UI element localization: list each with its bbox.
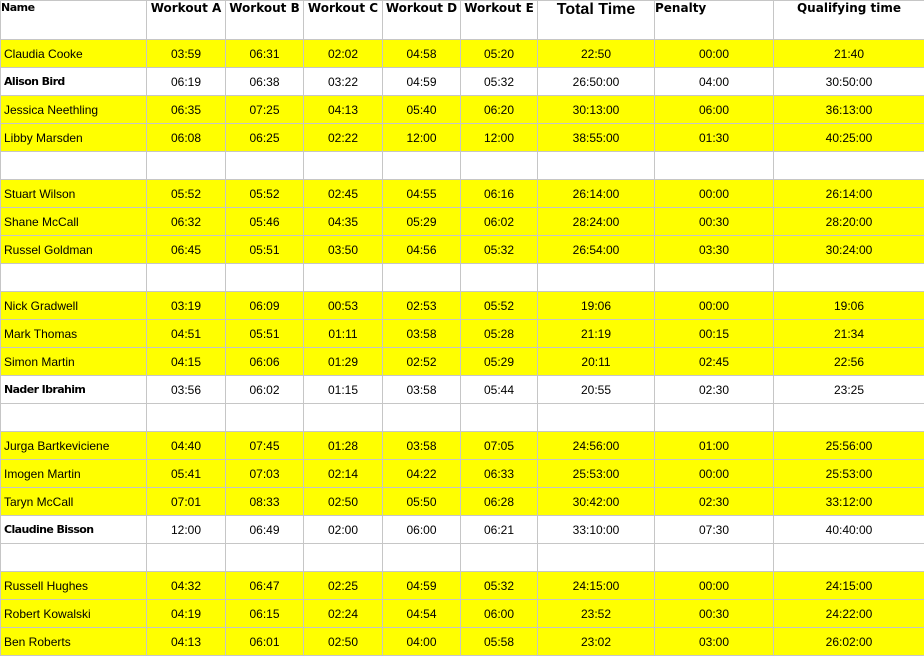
workout-c-cell[interactable]: 02:24 bbox=[304, 600, 383, 628]
name-cell[interactable]: Claudia Cooke bbox=[1, 40, 147, 68]
name-cell[interactable]: Stuart Wilson bbox=[1, 180, 147, 208]
penalty-cell[interactable]: 02:30 bbox=[655, 376, 774, 404]
qualifying-time-cell[interactable]: 40:25:00 bbox=[774, 124, 924, 152]
table-row bbox=[1, 292, 924, 320]
penalty-cell[interactable]: 00:30 bbox=[655, 600, 774, 628]
header-workout-e[interactable]: Workout E bbox=[461, 1, 538, 40]
header-workout-a[interactable]: Workout A bbox=[147, 1, 226, 40]
qualifying-time-cell[interactable]: 24:15:00 bbox=[774, 572, 924, 600]
total-time-cell[interactable]: 24:15:00 bbox=[538, 572, 655, 600]
table-row bbox=[1, 236, 924, 264]
workout-c-cell[interactable]: 01:11 bbox=[304, 320, 383, 348]
workout-e-cell[interactable]: 06:33 bbox=[461, 460, 538, 488]
workout-d-cell[interactable]: 04:58 bbox=[383, 40, 461, 68]
penalty-cell[interactable]: 06:00 bbox=[655, 96, 774, 124]
penalty-cell[interactable]: 01:30 bbox=[655, 124, 774, 152]
header-total-time[interactable]: Total Time bbox=[538, 1, 655, 40]
workout-d-cell[interactable]: 03:58 bbox=[383, 320, 461, 348]
workout-c-cell[interactable]: 02:02 bbox=[304, 40, 383, 68]
workout-b-cell[interactable]: 08:33 bbox=[226, 488, 304, 516]
empty-cell[interactable] bbox=[147, 544, 226, 572]
workout-b-cell[interactable]: 07:25 bbox=[226, 96, 304, 124]
empty-cell[interactable] bbox=[304, 264, 383, 292]
workout-b-cell[interactable]: 06:25 bbox=[226, 124, 304, 152]
qualifying-time-cell[interactable]: 25:56:00 bbox=[774, 432, 924, 460]
spacer-row bbox=[1, 544, 924, 572]
total-time-cell[interactable]: 22:50 bbox=[538, 40, 655, 68]
total-time-cell[interactable]: 23:02 bbox=[538, 628, 655, 656]
spacer-row bbox=[1, 264, 924, 292]
workout-a-cell[interactable]: 07:01 bbox=[147, 488, 226, 516]
workout-b-cell[interactable]: 06:38 bbox=[226, 68, 304, 96]
header-penalty[interactable]: Penalty bbox=[655, 1, 774, 40]
workout-a-cell[interactable]: 06:35 bbox=[147, 96, 226, 124]
workout-d-cell[interactable]: 04:59 bbox=[383, 68, 461, 96]
workout-d-cell[interactable]: 06:00 bbox=[383, 516, 461, 544]
workout-d-cell[interactable]: 04:59 bbox=[383, 572, 461, 600]
table-row bbox=[1, 600, 924, 628]
total-time-cell[interactable]: 21:19 bbox=[538, 320, 655, 348]
workout-a-cell[interactable]: 06:45 bbox=[147, 236, 226, 264]
workout-e-cell[interactable]: 05:20 bbox=[461, 40, 538, 68]
workout-d-cell[interactable]: 04:55 bbox=[383, 180, 461, 208]
empty-cell[interactable] bbox=[304, 404, 383, 432]
workout-e-cell[interactable]: 05:29 bbox=[461, 348, 538, 376]
workout-d-cell[interactable]: 05:40 bbox=[383, 96, 461, 124]
workout-b-cell[interactable]: 06:47 bbox=[226, 572, 304, 600]
empty-cell[interactable] bbox=[538, 544, 655, 572]
table-row bbox=[1, 460, 924, 488]
total-time-cell[interactable]: 23:52 bbox=[538, 600, 655, 628]
workout-c-cell[interactable]: 02:22 bbox=[304, 124, 383, 152]
empty-cell[interactable] bbox=[655, 264, 774, 292]
empty-cell[interactable] bbox=[1, 264, 147, 292]
penalty-cell[interactable]: 00:15 bbox=[655, 320, 774, 348]
workout-e-cell[interactable]: 06:28 bbox=[461, 488, 538, 516]
penalty-cell[interactable]: 02:30 bbox=[655, 488, 774, 516]
workout-a-cell[interactable]: 06:19 bbox=[147, 68, 226, 96]
penalty-cell[interactable]: 00:30 bbox=[655, 208, 774, 236]
qualifying-time-cell[interactable]: 26:02:00 bbox=[774, 628, 924, 656]
empty-cell[interactable] bbox=[774, 404, 924, 432]
name-cell[interactable]: Russell Hughes bbox=[1, 572, 147, 600]
workout-b-cell[interactable]: 07:45 bbox=[226, 432, 304, 460]
penalty-cell[interactable]: 00:00 bbox=[655, 180, 774, 208]
total-time-cell[interactable]: 33:10:00 bbox=[538, 516, 655, 544]
penalty-cell[interactable]: 03:30 bbox=[655, 236, 774, 264]
empty-cell[interactable] bbox=[147, 404, 226, 432]
empty-cell[interactable] bbox=[461, 264, 538, 292]
total-time-cell[interactable]: 20:55 bbox=[538, 376, 655, 404]
empty-cell[interactable] bbox=[461, 152, 538, 180]
name-cell[interactable]: Simon Martin bbox=[1, 348, 147, 376]
workout-e-cell[interactable]: 05:44 bbox=[461, 376, 538, 404]
workout-d-cell[interactable]: 03:58 bbox=[383, 376, 461, 404]
empty-cell[interactable] bbox=[1, 404, 147, 432]
table-body bbox=[1, 40, 924, 656]
empty-cell[interactable] bbox=[226, 544, 304, 572]
table-row bbox=[1, 516, 924, 544]
qualifying-time-cell[interactable]: 33:12:00 bbox=[774, 488, 924, 516]
workout-b-cell[interactable]: 05:52 bbox=[226, 180, 304, 208]
workout-e-cell[interactable]: 07:05 bbox=[461, 432, 538, 460]
workout-c-cell[interactable]: 02:14 bbox=[304, 460, 383, 488]
empty-cell[interactable] bbox=[383, 152, 461, 180]
workout-b-cell[interactable]: 05:51 bbox=[226, 320, 304, 348]
workout-d-cell[interactable]: 05:50 bbox=[383, 488, 461, 516]
penalty-cell[interactable]: 03:00 bbox=[655, 628, 774, 656]
workout-c-cell[interactable]: 03:22 bbox=[304, 68, 383, 96]
workout-e-cell[interactable]: 12:00 bbox=[461, 124, 538, 152]
name-cell[interactable]: Russel Goldman bbox=[1, 236, 147, 264]
workout-b-cell[interactable]: 05:51 bbox=[226, 236, 304, 264]
workout-a-cell[interactable]: 12:00 bbox=[147, 516, 226, 544]
table-row bbox=[1, 96, 924, 124]
qualifying-time-cell[interactable]: 23:25 bbox=[774, 376, 924, 404]
empty-cell[interactable] bbox=[538, 404, 655, 432]
qualifying-time-cell[interactable]: 26:14:00 bbox=[774, 180, 924, 208]
empty-cell[interactable] bbox=[461, 544, 538, 572]
workout-b-cell[interactable]: 06:31 bbox=[226, 40, 304, 68]
spacer-row bbox=[1, 404, 924, 432]
table-row bbox=[1, 628, 924, 656]
workout-a-cell[interactable]: 04:51 bbox=[147, 320, 226, 348]
workout-e-cell[interactable]: 05:58 bbox=[461, 628, 538, 656]
name-cell[interactable]: Imogen Martin bbox=[1, 460, 147, 488]
table-row bbox=[1, 68, 924, 96]
penalty-cell[interactable]: 07:30 bbox=[655, 516, 774, 544]
workout-d-cell[interactable]: 05:29 bbox=[383, 208, 461, 236]
qualifying-time-cell[interactable]: 28:20:00 bbox=[774, 208, 924, 236]
table-row bbox=[1, 40, 924, 68]
table-row bbox=[1, 348, 924, 376]
qualifying-time-cell[interactable]: 25:53:00 bbox=[774, 460, 924, 488]
qualifying-time-cell[interactable]: 24:22:00 bbox=[774, 600, 924, 628]
table-row bbox=[1, 572, 924, 600]
workout-e-cell[interactable]: 06:02 bbox=[461, 208, 538, 236]
penalty-cell[interactable]: 01:00 bbox=[655, 432, 774, 460]
table-row bbox=[1, 208, 924, 236]
header-name[interactable]: Name bbox=[1, 1, 147, 40]
qualifying-time-cell[interactable]: 30:50:00 bbox=[774, 68, 924, 96]
name-cell[interactable]: Jessica Neethling bbox=[1, 96, 147, 124]
workout-c-cell[interactable]: 01:28 bbox=[304, 432, 383, 460]
workout-a-cell[interactable]: 06:32 bbox=[147, 208, 226, 236]
total-time-cell[interactable]: 26:14:00 bbox=[538, 180, 655, 208]
workout-b-cell[interactable]: 06:15 bbox=[226, 600, 304, 628]
workout-a-cell[interactable]: 06:08 bbox=[147, 124, 226, 152]
empty-cell[interactable] bbox=[304, 544, 383, 572]
total-time-cell[interactable]: 30:42:00 bbox=[538, 488, 655, 516]
total-time-cell[interactable]: 28:24:00 bbox=[538, 208, 655, 236]
name-cell[interactable]: Nick Gradwell bbox=[1, 292, 147, 320]
workout-b-cell[interactable]: 07:03 bbox=[226, 460, 304, 488]
header-workout-d[interactable]: Workout D bbox=[383, 1, 461, 40]
total-time-cell[interactable]: 26:50:00 bbox=[538, 68, 655, 96]
name-cell[interactable]: Jurga Bartkeviciene bbox=[1, 432, 147, 460]
name-cell[interactable]: Alison Bird bbox=[1, 68, 147, 96]
workout-a-cell[interactable]: 03:56 bbox=[147, 376, 226, 404]
total-time-cell[interactable]: 26:54:00 bbox=[538, 236, 655, 264]
qualifying-time-cell[interactable]: 22:56 bbox=[774, 348, 924, 376]
empty-cell[interactable] bbox=[1, 544, 147, 572]
empty-cell[interactable] bbox=[774, 264, 924, 292]
workout-c-cell[interactable]: 04:35 bbox=[304, 208, 383, 236]
penalty-cell[interactable]: 00:00 bbox=[655, 40, 774, 68]
empty-cell[interactable] bbox=[655, 152, 774, 180]
name-cell[interactable]: Mark Thomas bbox=[1, 320, 147, 348]
workout-e-cell[interactable]: 05:32 bbox=[461, 68, 538, 96]
workout-c-cell[interactable]: 02:45 bbox=[304, 180, 383, 208]
empty-cell[interactable] bbox=[774, 544, 924, 572]
workout-a-cell[interactable]: 05:52 bbox=[147, 180, 226, 208]
header-row bbox=[1, 1, 924, 40]
empty-cell[interactable] bbox=[226, 152, 304, 180]
total-time-cell[interactable]: 30:13:00 bbox=[538, 96, 655, 124]
empty-cell[interactable] bbox=[538, 264, 655, 292]
empty-cell[interactable] bbox=[226, 264, 304, 292]
workout-b-cell[interactable]: 06:49 bbox=[226, 516, 304, 544]
empty-cell[interactable] bbox=[1, 152, 147, 180]
penalty-cell[interactable]: 00:00 bbox=[655, 572, 774, 600]
workout-e-cell[interactable]: 06:16 bbox=[461, 180, 538, 208]
total-time-cell[interactable]: 38:55:00 bbox=[538, 124, 655, 152]
table-row bbox=[1, 376, 924, 404]
workout-b-cell[interactable]: 06:02 bbox=[226, 376, 304, 404]
workout-c-cell[interactable]: 02:00 bbox=[304, 516, 383, 544]
header-qualifying-time[interactable]: Qualifying time bbox=[774, 1, 924, 40]
workout-b-cell[interactable]: 06:09 bbox=[226, 292, 304, 320]
empty-cell[interactable] bbox=[774, 152, 924, 180]
name-cell[interactable]: Ben Roberts bbox=[1, 628, 147, 656]
total-time-cell[interactable]: 19:06 bbox=[538, 292, 655, 320]
workout-d-cell[interactable]: 03:58 bbox=[383, 432, 461, 460]
total-time-cell[interactable]: 24:56:00 bbox=[538, 432, 655, 460]
total-time-cell[interactable]: 25:53:00 bbox=[538, 460, 655, 488]
workout-a-cell[interactable]: 04:15 bbox=[147, 348, 226, 376]
workout-c-cell[interactable]: 02:50 bbox=[304, 628, 383, 656]
qualifying-time-cell[interactable]: 40:40:00 bbox=[774, 516, 924, 544]
table-row bbox=[1, 320, 924, 348]
empty-cell[interactable] bbox=[655, 544, 774, 572]
workout-d-cell[interactable]: 04:56 bbox=[383, 236, 461, 264]
workout-c-cell[interactable]: 02:25 bbox=[304, 572, 383, 600]
workout-b-cell[interactable]: 06:01 bbox=[226, 628, 304, 656]
workout-e-cell[interactable]: 06:21 bbox=[461, 516, 538, 544]
penalty-cell[interactable]: 00:00 bbox=[655, 292, 774, 320]
spacer-row bbox=[1, 152, 924, 180]
qualifying-time-cell[interactable]: 30:24:00 bbox=[774, 236, 924, 264]
table-row bbox=[1, 488, 924, 516]
workout-d-cell[interactable]: 04:54 bbox=[383, 600, 461, 628]
workout-a-cell[interactable]: 03:19 bbox=[147, 292, 226, 320]
workout-e-cell[interactable]: 05:32 bbox=[461, 236, 538, 264]
workout-c-cell[interactable]: 01:29 bbox=[304, 348, 383, 376]
empty-cell[interactable] bbox=[383, 544, 461, 572]
empty-cell[interactable] bbox=[147, 152, 226, 180]
total-time-cell[interactable]: 20:11 bbox=[538, 348, 655, 376]
workout-d-cell[interactable]: 02:53 bbox=[383, 292, 461, 320]
name-cell[interactable]: Robert Kowalski bbox=[1, 600, 147, 628]
qualifying-time-cell[interactable]: 36:13:00 bbox=[774, 96, 924, 124]
penalty-cell[interactable]: 02:45 bbox=[655, 348, 774, 376]
workout-a-cell[interactable]: 04:13 bbox=[147, 628, 226, 656]
name-cell[interactable]: Nader Ibrahim bbox=[1, 376, 147, 404]
workout-c-cell[interactable]: 03:50 bbox=[304, 236, 383, 264]
qualifying-time-cell[interactable]: 21:40 bbox=[774, 40, 924, 68]
workout-b-cell[interactable]: 05:46 bbox=[226, 208, 304, 236]
penalty-cell[interactable]: 00:00 bbox=[655, 460, 774, 488]
workout-b-cell[interactable]: 06:06 bbox=[226, 348, 304, 376]
empty-cell[interactable] bbox=[147, 264, 226, 292]
table-row bbox=[1, 432, 924, 460]
workout-e-cell[interactable]: 05:32 bbox=[461, 572, 538, 600]
workout-d-cell[interactable]: 04:00 bbox=[383, 628, 461, 656]
table-row bbox=[1, 124, 924, 152]
empty-cell[interactable] bbox=[538, 152, 655, 180]
workout-c-cell[interactable]: 01:15 bbox=[304, 376, 383, 404]
workout-a-cell[interactable]: 05:41 bbox=[147, 460, 226, 488]
empty-cell[interactable] bbox=[461, 404, 538, 432]
empty-cell[interactable] bbox=[226, 404, 304, 432]
table-row bbox=[1, 180, 924, 208]
workout-d-cell[interactable]: 02:52 bbox=[383, 348, 461, 376]
workout-d-cell[interactable]: 04:22 bbox=[383, 460, 461, 488]
qualifying-time-cell[interactable]: 21:34 bbox=[774, 320, 924, 348]
name-cell[interactable]: Claudine Bisson bbox=[1, 516, 147, 544]
workout-a-cell[interactable]: 03:59 bbox=[147, 40, 226, 68]
header-workout-c[interactable]: Workout C bbox=[304, 1, 383, 40]
name-cell[interactable]: Taryn McCall bbox=[1, 488, 147, 516]
workout-e-cell[interactable]: 06:00 bbox=[461, 600, 538, 628]
workout-a-cell[interactable]: 04:40 bbox=[147, 432, 226, 460]
workout-c-cell[interactable]: 02:50 bbox=[304, 488, 383, 516]
empty-cell[interactable] bbox=[304, 152, 383, 180]
empty-cell[interactable] bbox=[383, 264, 461, 292]
penalty-cell[interactable]: 04:00 bbox=[655, 68, 774, 96]
workout-e-cell[interactable]: 06:20 bbox=[461, 96, 538, 124]
workout-e-cell[interactable]: 05:28 bbox=[461, 320, 538, 348]
workout-c-cell[interactable]: 04:13 bbox=[304, 96, 383, 124]
workout-a-cell[interactable]: 04:19 bbox=[147, 600, 226, 628]
empty-cell[interactable] bbox=[655, 404, 774, 432]
qualifying-time-cell[interactable]: 19:06 bbox=[774, 292, 924, 320]
name-cell[interactable]: Libby Marsden bbox=[1, 124, 147, 152]
name-cell[interactable]: Shane McCall bbox=[1, 208, 147, 236]
header-workout-b[interactable]: Workout B bbox=[226, 1, 304, 40]
workout-e-cell[interactable]: 05:52 bbox=[461, 292, 538, 320]
workout-a-cell[interactable]: 04:32 bbox=[147, 572, 226, 600]
workout-d-cell[interactable]: 12:00 bbox=[383, 124, 461, 152]
workout-c-cell[interactable]: 00:53 bbox=[304, 292, 383, 320]
empty-cell[interactable] bbox=[383, 404, 461, 432]
